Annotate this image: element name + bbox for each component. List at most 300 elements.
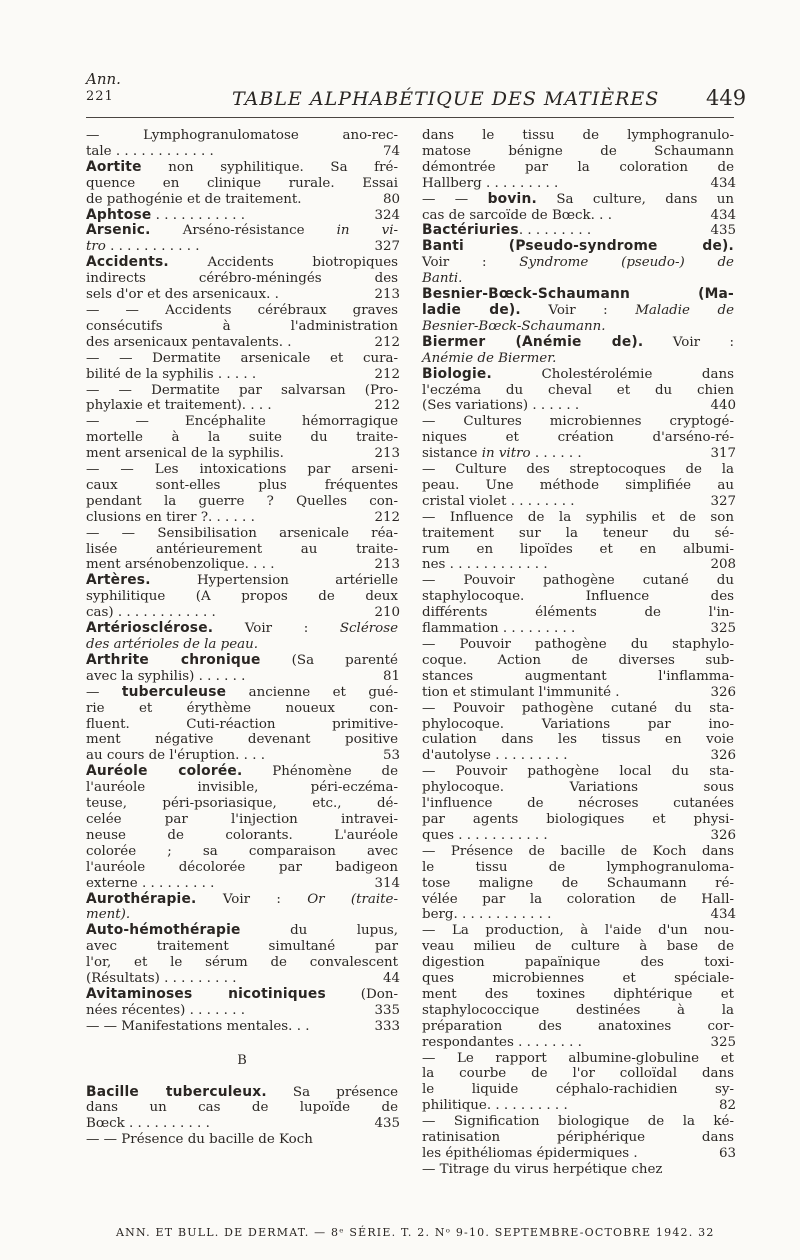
- entry-text: (Ses variations) . . . . . .: [422, 398, 580, 414]
- entry-line: [422, 764, 734, 780]
- entry-text: Voir :: [520, 302, 636, 318]
- index-entry: [86, 383, 398, 415]
- entry-heading: Avitaminoses nicotiniques: [86, 985, 326, 1002]
- entry-text: . . . . . . . . . . .: [105, 239, 200, 255]
- italic-reference: tro: [86, 239, 106, 255]
- entry-text: au cours de l'éruption. . . .: [86, 748, 265, 764]
- page-reference: 74: [382, 143, 400, 159]
- page-reference: 212: [374, 334, 400, 350]
- entry-line: [422, 1082, 734, 1098]
- entry-text: des arsenicaux pentavalents. .: [86, 334, 292, 350]
- entry-text: — Lymphogranulomatose ano-rec-: [86, 128, 398, 143]
- entry-line: [422, 844, 734, 860]
- entry-text: l'auréole invisible, péri-eczéma-: [86, 780, 398, 796]
- page-reference: 63: [718, 1146, 736, 1161]
- index-entry: [86, 892, 398, 924]
- entry-text: du lupus,: [240, 923, 398, 939]
- page-reference: 44: [382, 971, 400, 987]
- entry-line: [422, 605, 734, 621]
- entry-line: [422, 701, 734, 717]
- page-reference: 325: [710, 621, 736, 637]
- entry-line: [86, 430, 398, 446]
- entry-text: colorée ; sa comparaison avec: [86, 843, 398, 859]
- index-entry: [86, 160, 398, 208]
- entry-text: culation dans les tissus en voie: [422, 732, 734, 748]
- entry-text: staphylococcique destinées à la: [422, 1002, 734, 1018]
- index-entry: [422, 192, 734, 224]
- entry-line: [422, 748, 734, 764]
- page-reference: 326: [710, 684, 736, 700]
- page-reference: 333: [374, 1018, 400, 1034]
- entry-text: caux sont-elles plus fréquentes: [86, 477, 398, 493]
- entry-text: par agents biologiques et physi-: [422, 811, 734, 827]
- entry-line: [422, 939, 734, 955]
- entry-heading: Biologie.: [422, 365, 492, 382]
- entry-line: [86, 383, 398, 399]
- index-entry: [422, 414, 734, 462]
- entry-heading: Auréole colorée.: [86, 763, 243, 780]
- entry-text: matose bénigne de Schaumann: [422, 143, 734, 159]
- entry-text: peau. Une méthode simplifiée au: [422, 477, 734, 493]
- italic-reference: Or (traite-: [307, 891, 398, 907]
- entry-text: pendant la guerre ? Quelles con-: [86, 493, 398, 509]
- entry-text: ment arsenical de la syphilis.: [86, 446, 284, 462]
- entry-text: clusions en tirer ?. . . . . .: [86, 509, 255, 525]
- entry-text: bilité de la syphilis . . . . .: [86, 366, 257, 382]
- entry-text: ques microbiennes et spéciale-: [422, 971, 734, 987]
- entry-line: [422, 542, 734, 558]
- entry-line: [422, 1019, 734, 1035]
- index-entry: [422, 637, 734, 701]
- entry-text: coque. Action de diverses sub-: [422, 652, 734, 668]
- page-reference: 335: [374, 1002, 400, 1018]
- entry-text: avec traitement simultané par: [86, 939, 398, 955]
- index-entry: [86, 351, 398, 383]
- index-entry: [422, 335, 734, 367]
- entry-text: — La production, à l'aide d'un nou-: [422, 923, 734, 939]
- page-reference: 317: [710, 446, 736, 462]
- entry-line: [86, 573, 398, 589]
- italic-reference: Anémie de Biermer.: [422, 350, 557, 366]
- page-reference: 434: [710, 907, 736, 923]
- entry-text: — Titrage du virus herpétique chez: [422, 1161, 663, 1177]
- entry-line: [86, 987, 398, 1003]
- index-entry: [422, 1114, 734, 1162]
- index-entry: [422, 701, 734, 765]
- entry-line: [422, 271, 734, 287]
- page-title: TABLE ALPHABÉTIQUE DES MATIÈRES: [232, 88, 660, 110]
- entry-line: [422, 669, 734, 685]
- page-reference: 327: [374, 239, 400, 255]
- page-reference: 208: [710, 557, 736, 573]
- index-entry: [422, 462, 734, 510]
- entry-line: [86, 717, 398, 733]
- entry-line: [86, 701, 398, 717]
- entry-heading: Banti (Pseudo-syndrome de).: [422, 238, 734, 255]
- page-reference: 435: [710, 223, 736, 239]
- entry-line: [422, 876, 734, 892]
- entry-line: [422, 685, 734, 701]
- entry-line: [86, 398, 398, 414]
- index-entry: [86, 1132, 398, 1148]
- entry-text: lisée antérieurement au traite-: [86, 541, 398, 557]
- page-reference: 325: [710, 1034, 736, 1050]
- entry-line: [422, 255, 734, 271]
- entry-line: [422, 319, 734, 335]
- page-reference: 210: [374, 605, 400, 621]
- page-reference: 81: [382, 668, 400, 684]
- entry-line: [86, 764, 398, 780]
- volume-number: 221: [86, 89, 114, 104]
- entry-line: [86, 589, 398, 605]
- index-entry: [422, 764, 734, 844]
- entry-text: externe . . . . . . . . .: [86, 875, 215, 891]
- page-reference: 435: [374, 1116, 400, 1132]
- entry-text: — — Présence du bacille de Koch: [86, 1132, 313, 1148]
- entry-line: [422, 1130, 734, 1146]
- index-entry: [422, 239, 734, 287]
- entry-text: rie et érythème noueux con-: [86, 700, 398, 716]
- entry-line: [86, 1116, 398, 1132]
- entry-text: différents éléments de l'in-: [422, 605, 734, 621]
- entry-line: [422, 987, 734, 1003]
- page-reference: 80: [382, 191, 400, 207]
- entry-line: [86, 303, 398, 319]
- entry-text: cas) . . . . . . . . . . . .: [86, 605, 216, 621]
- entry-text: de pathogénie et de traitement.: [86, 191, 302, 207]
- entry-text: — — Encéphalite hémorragique: [86, 414, 398, 430]
- index-entry: [86, 923, 398, 987]
- entry-line: [422, 717, 734, 733]
- entry-text: Hypertension artérielle: [150, 573, 398, 589]
- entry-heading: Auto-hémothérapie: [86, 922, 241, 939]
- entry-text: niques et création d'arséno-ré-: [422, 430, 734, 446]
- entry-text: cas de sarcoïde de Bœck. . .: [422, 207, 612, 223]
- entry-line: [422, 383, 734, 399]
- index-entry: [86, 414, 398, 462]
- entry-line: [422, 335, 734, 351]
- entry-line: [86, 828, 398, 844]
- entry-text: Arséno-résistance: [150, 223, 337, 239]
- entry-line: [86, 1100, 398, 1116]
- entry-line: [422, 208, 734, 224]
- header-rule: [86, 117, 734, 118]
- entry-line: [422, 494, 734, 510]
- italic-reference: des artérioles de la peau.: [86, 637, 259, 652]
- page-reference: 314: [374, 875, 400, 891]
- entry-line: [86, 446, 398, 462]
- entry-line: [422, 176, 734, 192]
- entry-text: ment négative devenant positive: [86, 732, 398, 748]
- entry-line: [86, 1003, 398, 1019]
- index-entry: [86, 128, 398, 160]
- entry-line: [86, 510, 398, 526]
- index-entry: [86, 303, 398, 351]
- entry-line: [422, 303, 734, 319]
- entry-text: Sa culture, dans un: [536, 191, 734, 207]
- entry-text: — Pouvoir pathogène cutané du sta-: [422, 700, 734, 716]
- entry-line: [422, 812, 734, 828]
- entry-text: — Culture des streptocoques de la: [422, 462, 734, 478]
- entry-line: [86, 923, 398, 939]
- page-reference: 324: [374, 207, 400, 223]
- entry-line: [422, 637, 734, 653]
- entry-text: les épithéliomas épidermiques .: [422, 1146, 638, 1161]
- entry-line: [86, 812, 398, 828]
- entry-line: [86, 494, 398, 510]
- entry-line: [422, 1003, 734, 1019]
- entry-text: — — Les intoxications par arseni-: [86, 462, 398, 478]
- entry-text: la courbe de l'or colloïdal dans: [422, 1066, 734, 1082]
- index-entry: [422, 923, 734, 1050]
- entry-text: démontrée par la coloration de: [422, 159, 734, 175]
- page-number: 449: [706, 86, 747, 110]
- page-reference: 326: [710, 748, 736, 764]
- index-entry: [422, 128, 734, 192]
- entry-line: [86, 876, 398, 892]
- page-footer: ANN. ET BULL. DE DERMAT. — 8ᵉ SÉRIE. T. 2. Nᵒ 9-10. SEPTEMBRE-OCTOBRE 1942. 32: [116, 1226, 715, 1239]
- entry-heading: Arthrite chronique: [86, 651, 261, 668]
- entry-text: Hallberg . . . . . . . . .: [422, 175, 559, 191]
- entry-text: . . . . . .: [530, 446, 582, 462]
- entry-text: — —: [422, 191, 488, 207]
- entry-line: [422, 955, 734, 971]
- entry-text: — Présence de bacille de Koch dans: [422, 843, 734, 859]
- entry-text: ques . . . . . . . . . . .: [422, 827, 548, 843]
- entry-line: [86, 892, 398, 908]
- entry-text: non syphilitique. Sa fré-: [141, 159, 398, 175]
- entry-line: [422, 223, 734, 239]
- entry-line: [86, 669, 398, 685]
- entry-text: . . . . . . . . . . .: [151, 207, 246, 223]
- section-letter: B: [237, 1052, 247, 1068]
- entry-text: quence en clinique rurale. Essai: [86, 175, 398, 191]
- entry-text: tale . . . . . . . . . . . .: [86, 143, 214, 159]
- entry-line: [86, 208, 398, 224]
- entry-heading: Besnier-Bœck-Schaumann (Ma-: [422, 286, 734, 303]
- index-entry: [86, 621, 398, 653]
- entry-text: — Pouvoir pathogène cutané du: [422, 573, 734, 589]
- index-entry: [86, 573, 398, 621]
- page-reference: 440: [710, 398, 736, 414]
- entry-line: [86, 335, 398, 351]
- entry-heading: Artériosclérose.: [86, 620, 214, 637]
- entry-line: [422, 573, 734, 589]
- entry-text: (Don-: [325, 986, 398, 1002]
- entry-line: [422, 414, 734, 430]
- entry-line: [86, 239, 398, 255]
- entry-line: [422, 1114, 734, 1130]
- entry-heading: Accidents.: [86, 254, 169, 271]
- entry-text: cristal violet . . . . . . . .: [422, 493, 575, 509]
- entry-text: l'auréole décolorée par badigeon: [86, 859, 398, 875]
- entry-line: [86, 526, 398, 542]
- page-reference: 212: [374, 398, 400, 414]
- entry-line: [86, 287, 398, 303]
- entry-text: vélée par la coloration de Hall-: [422, 891, 734, 907]
- entry-text: indirects cérébro-méningés des: [86, 271, 398, 287]
- entry-heading: Bactériuries: [422, 222, 519, 239]
- index-entry: [422, 223, 734, 239]
- entry-line: [86, 1019, 398, 1035]
- entry-text: traitement sur la teneur du sé-: [422, 525, 734, 541]
- entry-text: berg. . . . . . . . . . . .: [422, 907, 552, 923]
- page-reference: 212: [374, 366, 400, 382]
- entry-text: nes . . . . . . . . . . . .: [422, 557, 548, 573]
- page-reference: 212: [374, 509, 400, 525]
- index-entry: [86, 764, 398, 891]
- entry-text: Voir :: [643, 334, 734, 350]
- entry-line: [422, 462, 734, 478]
- entry-line: [86, 748, 398, 764]
- entry-line: [86, 271, 398, 287]
- entry-text: — Pouvoir pathogène du staphylo-: [422, 637, 734, 652]
- entry-line: [86, 160, 398, 176]
- entry-text: le liquide céphalo-rachidien sy-: [422, 1082, 734, 1098]
- entry-heading: bovin.: [487, 190, 537, 207]
- entry-line: [422, 367, 734, 383]
- entry-text: — Pouvoir pathogène local du sta-: [422, 764, 734, 780]
- entry-line: [422, 732, 734, 748]
- entry-line: [422, 589, 734, 605]
- entry-text: ment arsénobenzolique. . . .: [86, 557, 275, 573]
- entry-line: [86, 844, 398, 860]
- entry-line: [86, 621, 398, 637]
- entry-heading: Arsenic.: [86, 222, 151, 239]
- entry-text: digestion papaïnique des toxi-: [422, 955, 734, 971]
- entry-heading: Aphtose: [86, 206, 152, 223]
- italic-reference: ment).: [86, 907, 131, 923]
- entry-text: Voir :: [422, 255, 520, 271]
- index-entry: [86, 526, 398, 574]
- entry-line: [86, 367, 398, 383]
- entry-line: [86, 860, 398, 876]
- entry-line: [86, 255, 398, 271]
- entry-line: [422, 907, 734, 923]
- index-entry: [86, 1085, 398, 1133]
- entry-text: staphylocoque. Influence des: [422, 589, 734, 605]
- entry-text: veau milieu de culture à base de: [422, 939, 734, 955]
- entry-line: [86, 780, 398, 796]
- entry-text: . . . . . . . . .: [518, 223, 592, 239]
- entry-text: Voir :: [196, 891, 308, 907]
- entry-text: teuse, péri-psoriasique, etc., dé-: [86, 796, 398, 812]
- entry-line: [422, 144, 734, 160]
- entry-line: [422, 796, 734, 812]
- entry-line: [86, 128, 398, 144]
- entry-text: phylaxie et traitement). . . .: [86, 398, 272, 414]
- index-entry: [86, 653, 398, 685]
- entry-text: d'autolyse . . . . . . . . .: [422, 748, 568, 764]
- entry-text: philitique. . . . . . . . . .: [422, 1098, 568, 1114]
- index-entry: [86, 223, 398, 255]
- entry-text: — Influence de la syphilis et de son: [422, 509, 734, 525]
- entry-text: préparation des anatoxines cor-: [422, 1018, 734, 1034]
- page-reference: 326: [710, 827, 736, 843]
- entry-text: le tissu de lymphogranuloma-: [422, 859, 734, 875]
- entry-text: — — Dermatite par salvarsan (Pro-: [86, 382, 398, 398]
- entry-text: Voir :: [213, 621, 340, 637]
- entry-text: sistance: [422, 446, 482, 462]
- entry-line: [422, 557, 734, 573]
- entry-line: [86, 1132, 398, 1148]
- entry-line: [422, 1051, 734, 1067]
- entry-text: — Cultures microbiennes cryptogé-: [422, 414, 734, 430]
- entry-line: [422, 621, 734, 637]
- page-reference: 434: [710, 207, 736, 223]
- index-entry: [422, 1051, 734, 1115]
- entry-text: phylocoque. Variations par ino-: [422, 716, 734, 732]
- entry-line: [86, 462, 398, 478]
- entry-line: [86, 176, 398, 192]
- entry-line: [422, 892, 734, 908]
- running-head-left: [86, 70, 121, 106]
- index-entry: [422, 1162, 734, 1178]
- entry-line: [86, 685, 398, 701]
- entry-line: [422, 398, 734, 414]
- entry-text: (Sa parenté: [260, 652, 398, 668]
- entry-text: stances augmentant l'inflamma-: [422, 668, 734, 684]
- index-entry: [86, 462, 398, 526]
- index-entry: [422, 510, 734, 574]
- entry-text: flammation . . . . . . . . .: [422, 621, 576, 637]
- index-entry: [86, 685, 398, 765]
- entry-text: nées récentes) . . . . . . .: [86, 1002, 245, 1018]
- entry-text: — Signification biologique de la ké-: [422, 1114, 734, 1130]
- entry-text: — Le rapport albumine-globuline et: [422, 1050, 734, 1066]
- entry-text: ment des toxines diphtérique et: [422, 986, 734, 1002]
- entry-text: — — Dermatite arsenicale et cura-: [86, 350, 398, 366]
- index-entry: [422, 573, 734, 637]
- page-reference: 53: [382, 748, 400, 764]
- italic-reference: Banti.: [422, 271, 463, 287]
- entry-heading: Aurothérapie.: [86, 890, 197, 907]
- entry-text: avec la syphilis) . . . . . .: [86, 668, 246, 684]
- entry-text: Bœck . . . . . . . . . .: [86, 1116, 210, 1132]
- index-entry: [86, 255, 398, 303]
- entry-line: [86, 144, 398, 160]
- entry-line: [422, 430, 734, 446]
- entry-line: [86, 319, 398, 335]
- entry-line: [86, 351, 398, 367]
- entry-line: [86, 223, 398, 239]
- entry-text: Cholestérolémie dans: [491, 366, 734, 382]
- entry-line: [422, 1162, 734, 1178]
- entry-text: respondantes . . . . . . . .: [422, 1034, 582, 1050]
- entry-heading: Bacille tuberculeux.: [86, 1083, 267, 1100]
- entry-line: [86, 557, 398, 573]
- entry-line: [422, 128, 734, 144]
- entry-line: [422, 351, 734, 367]
- entry-line: [422, 239, 734, 255]
- entry-line: [86, 605, 398, 621]
- entry-line: [422, 828, 734, 844]
- entry-text: tose maligne de Schaumann ré-: [422, 875, 734, 891]
- entry-line: [86, 414, 398, 430]
- entry-line: [422, 510, 734, 526]
- entry-line: [86, 653, 398, 669]
- entry-line: [86, 796, 398, 812]
- entry-line: [422, 971, 734, 987]
- entry-line: [422, 653, 734, 669]
- entry-line: [422, 1035, 734, 1051]
- entry-text: syphilitique (A propos de deux: [86, 589, 398, 605]
- entry-heading: Aortite: [86, 158, 142, 175]
- entry-text: neuse de colorants. L'auréole: [86, 827, 398, 843]
- italic-reference: Syndrome (pseudo-) de: [519, 255, 734, 271]
- entry-text: l'influence de nécroses cutanées: [422, 796, 734, 812]
- entry-text: l'or, et le sérum de convalescent: [86, 955, 398, 971]
